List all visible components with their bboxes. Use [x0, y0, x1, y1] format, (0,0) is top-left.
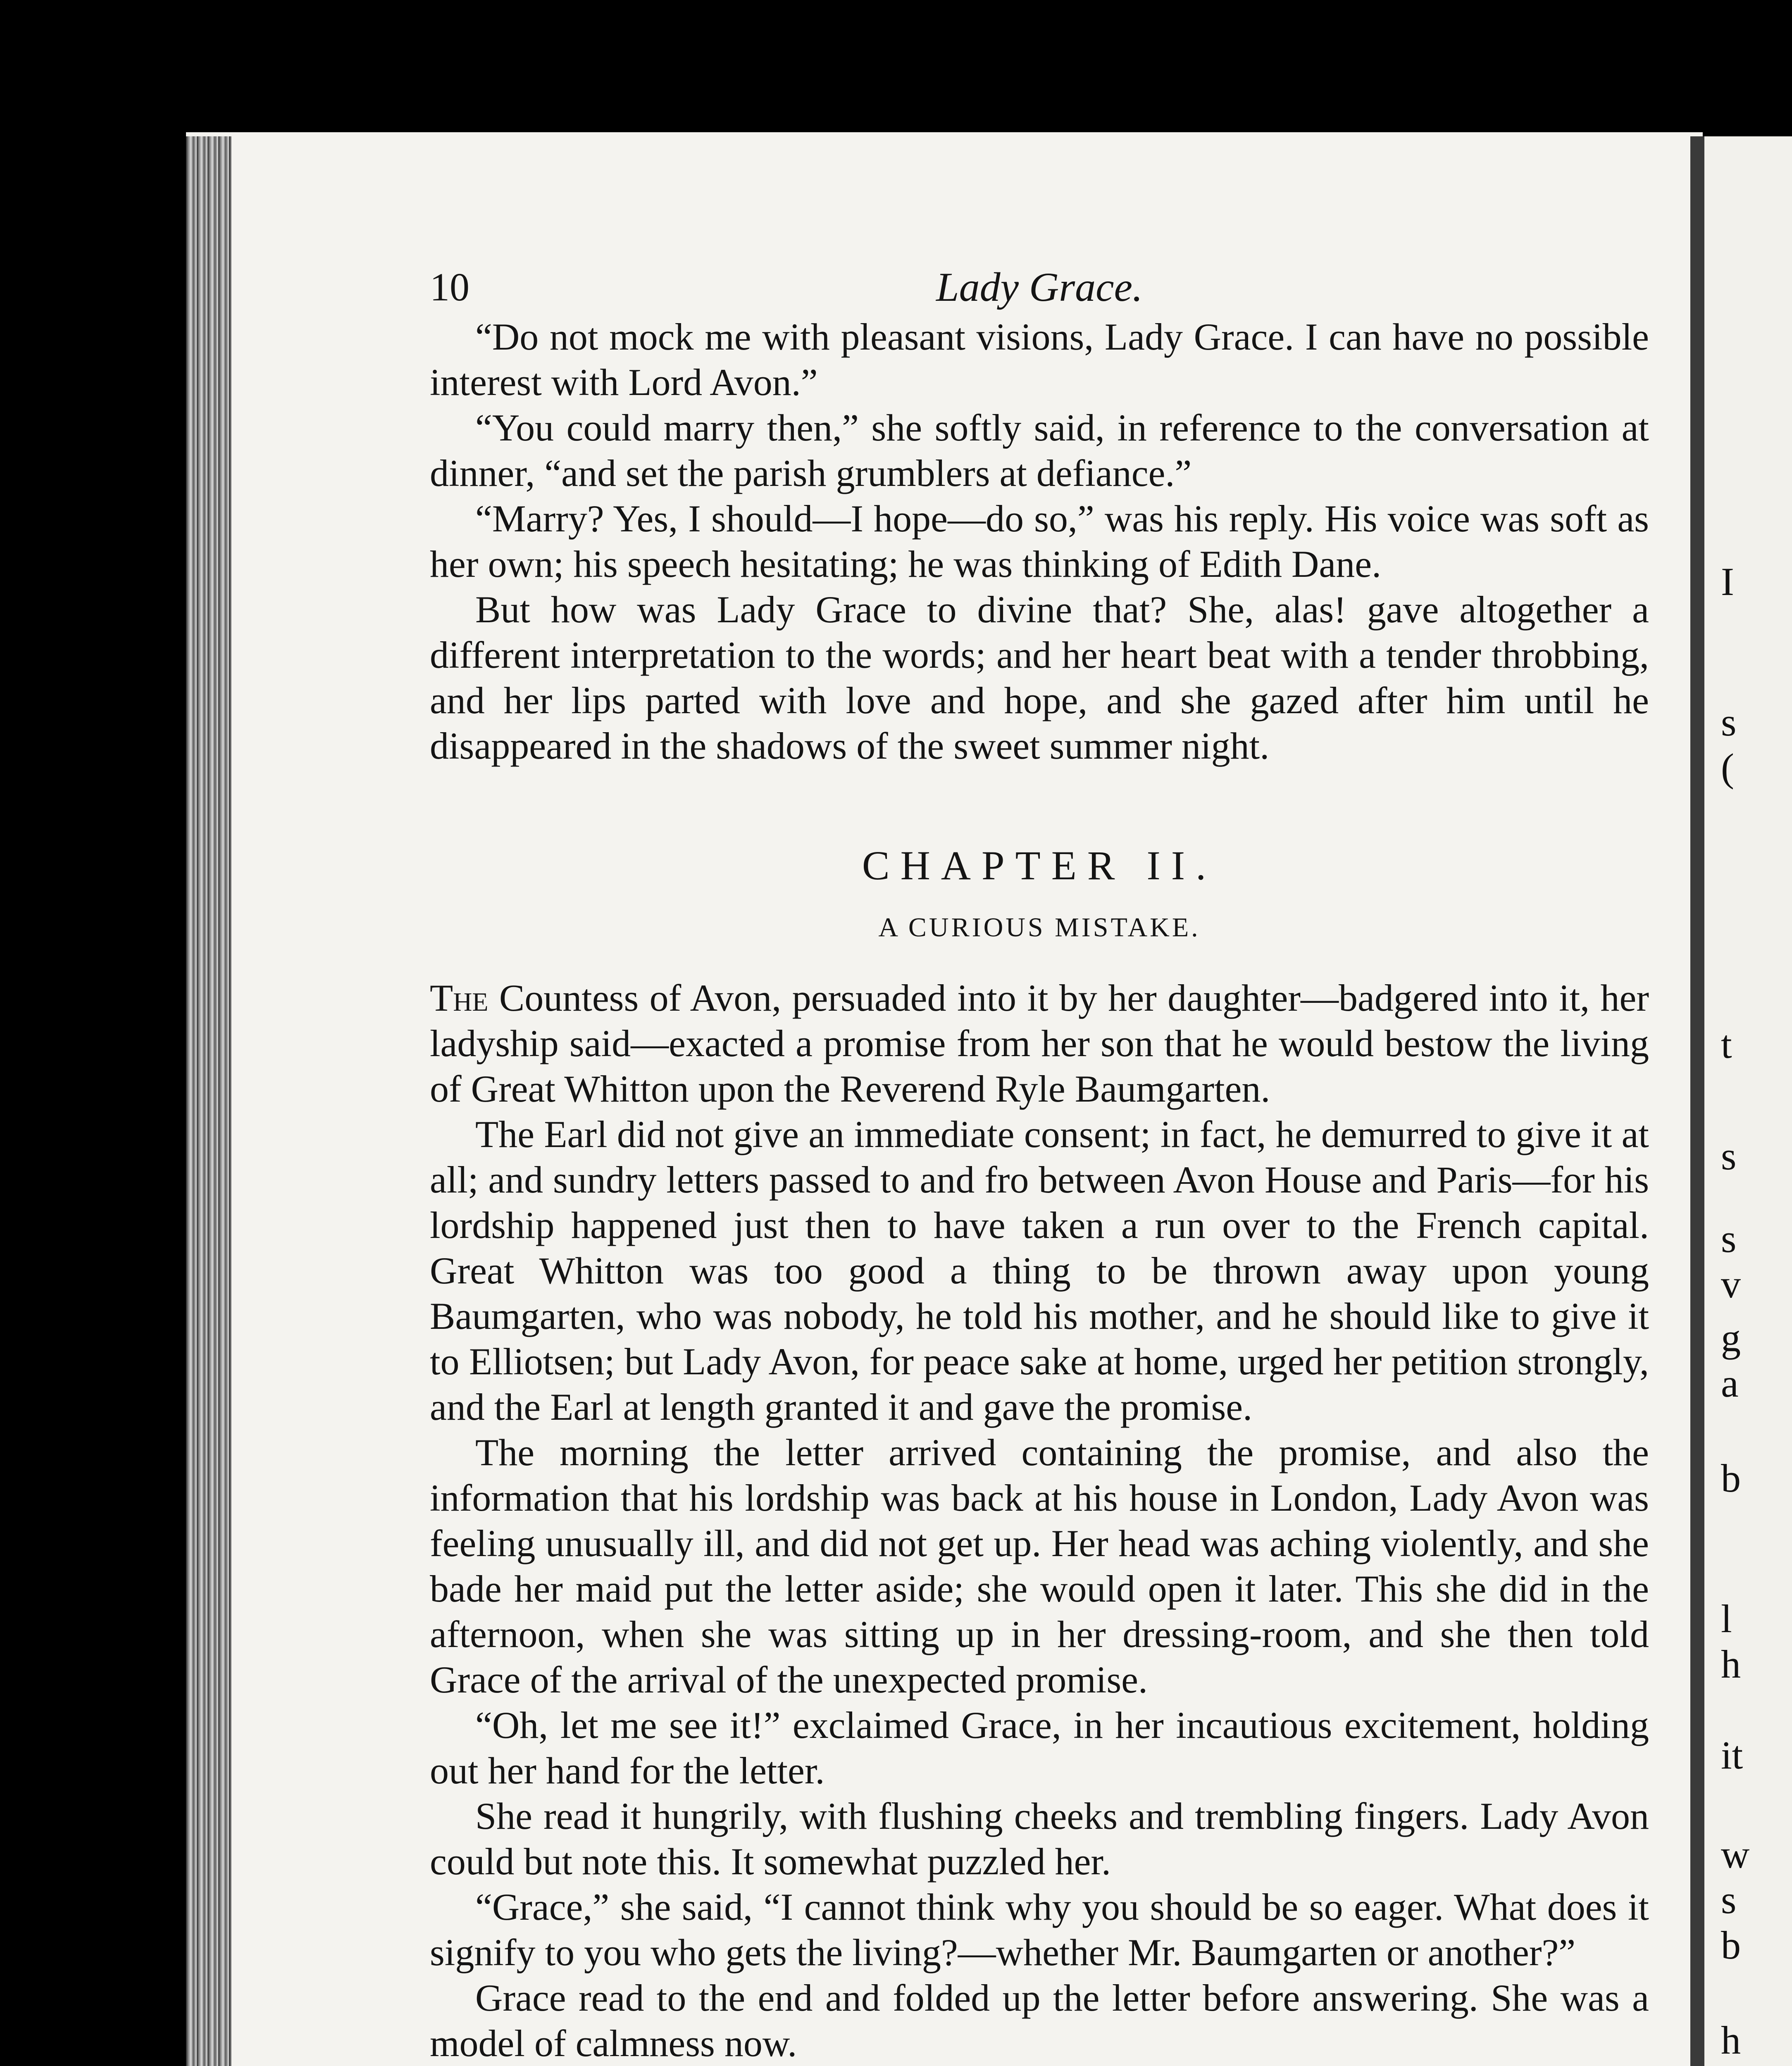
- paragraph: “Do not mock me with pleasant visions, Lady Grace. I can have no possible interest with Lord Avon.”: [430, 316, 1649, 403]
- scan-background-top: [0, 0, 1792, 136]
- adjacent-fragment: s: [1721, 700, 1737, 744]
- paragraph: But how was Lady Grace to divine that? She, alas! gave altogether a different interpretation to the words; and her heart beat with a tender throbbing, and her lips parted with love and hope, and she gazed after him until he disappeared in the shadows of the sweet summer night.: [430, 588, 1649, 767]
- adjacent-fragment: h: [1721, 2018, 1741, 2062]
- lead-word: The: [430, 977, 489, 1019]
- adjacent-fragment: g: [1721, 1316, 1741, 1360]
- paragraph: “Oh, let me see it!” exclaimed Grace, in her incautious excitement, holding out her hand for the letter.: [430, 1704, 1649, 1792]
- adjacent-fragment: s: [1721, 1216, 1737, 1261]
- adjacent-fragment: s: [1721, 1134, 1737, 1178]
- paragraph: The Earl did not give an immediate consent; in fact, he demurred to give it at all; and sundry letters passed to and fro between Avon House and Paris—for his lordship happened just then to have taken a run over to the French capital. Great Whitton was too good a thing to be thrown away upon young Baumgarten, who was nobody, he told his mother, and he should like to give it to Elliotsen; but Lady Avon, for peace sake at home, urged her petition strongly, and the Earl at length granted it and gave the promise.: [430, 1113, 1649, 1428]
- paragraph: “Grace,” she said, “I cannot think why you should be so eager. What does it signify to you who gets the living?—whether Mr. Baumgarten or another?”: [430, 1886, 1649, 1973]
- adjacent-fragment: a: [1721, 1361, 1739, 1405]
- chapter-title: CHAPTER II.: [862, 843, 1217, 888]
- adjacent-fragment: h: [1721, 1642, 1741, 1686]
- adjacent-fragment: it: [1721, 1733, 1743, 1777]
- adjacent-fragment: t: [1721, 1022, 1732, 1066]
- adjacent-fragment: (: [1721, 745, 1734, 790]
- adjacent-fragment: b: [1721, 1923, 1741, 1967]
- running-title: Lady Grace.: [936, 264, 1143, 310]
- page-header: [430, 248, 1649, 310]
- opening-text: Countess of Avon, persuaded into it by her daughter—badgered into it, her ladyship said—exacted a promise from her son that he would bestow the living of Great Whitton upon the Reverend Ryle Baumgarten.: [430, 977, 1649, 1110]
- adjacent-page-edge: [1690, 136, 1792, 2066]
- adjacent-fragment: b: [1721, 1456, 1741, 1500]
- adjacent-fragment: I: [1721, 559, 1734, 604]
- page-text: [430, 248, 1649, 2066]
- chapter-subtitle: A CURIOUS MISTAKE.: [878, 912, 1201, 943]
- paragraph: Grace read to the end and folded up the letter before answering. She was a model of calmness now.: [430, 1977, 1649, 2064]
- chapter-opening-paragraph: [430, 975, 1649, 1112]
- adjacent-fragment: s: [1721, 1878, 1737, 1922]
- paragraph: “You could marry then,” she softly said, in reference to the conversation at dinner, “and set the parish grumblers at defiance.”: [430, 407, 1649, 494]
- page-gutter: [186, 136, 231, 2066]
- adjacent-fragment: v: [1721, 1262, 1741, 1306]
- adjacent-fragment: w: [1721, 1832, 1750, 1876]
- paragraph: “Marry? Yes, I should—I hope—do so,” was his reply. His voice was soft as her own; his speech hesitating; he was thinking of Edith Dane.: [430, 497, 1649, 585]
- paragraph: She read it hungrily, with flushing cheeks and trembling fingers. Lady Avon could but note this. It somewhat puzzled her.: [430, 1795, 1649, 1883]
- adjacent-fragment: l: [1721, 1597, 1732, 1641]
- page-number: 10: [430, 265, 469, 309]
- paragraph: The morning the letter arrived containing the promise, and also the information that his lordship was back at his house in London, Lady Avon was feeling unusually ill, and did not get up. Her head was aching violently, and she bade her maid put the letter aside; she would open it later. This she did in the afternoon, when she was sitting up in her dressing-room, and she then told Grace of the arrival of the unexpected promise.: [430, 1431, 1649, 1701]
